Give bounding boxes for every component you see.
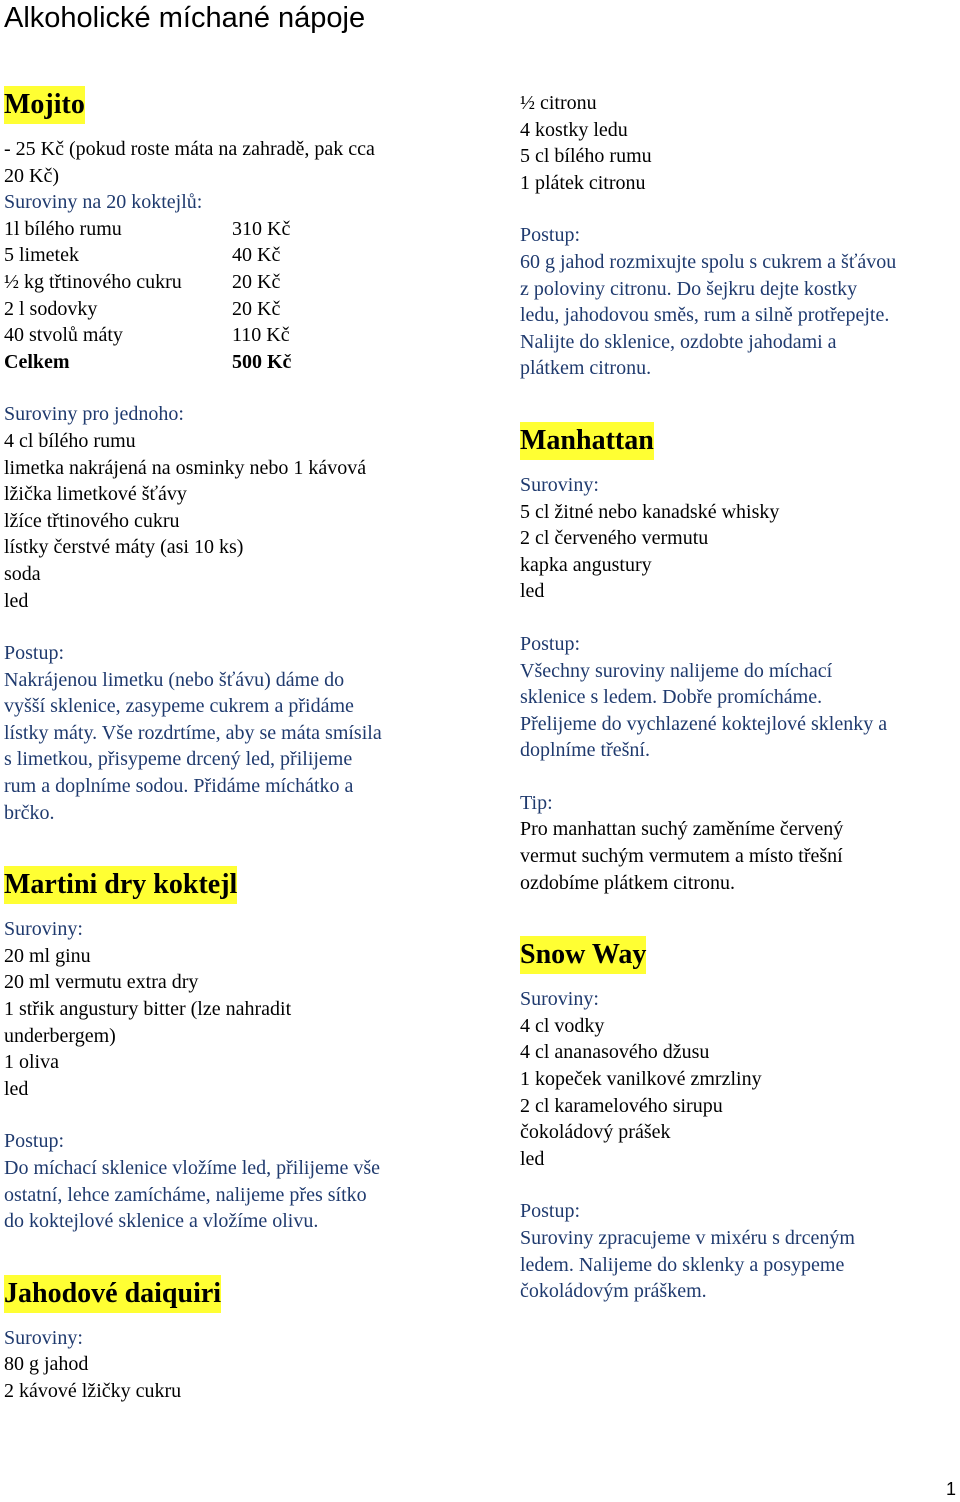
method-line: Do míchací sklenice vložíme led, přilijeme vše	[4, 1157, 380, 1179]
ingredient-line: 4 cl bílého rumu	[4, 429, 136, 452]
price-row	[4, 296, 291, 323]
price-value: 310 Kč	[232, 217, 291, 240]
price-total-value: 500 Kč	[232, 350, 292, 373]
recipe-daiquiri-continued	[520, 90, 960, 382]
method-line: ledem. Nalijeme do sklenky a posypeme	[520, 1253, 845, 1276]
method-line: Nakrájenou limetku (nebo šťávu) dáme do	[4, 668, 345, 691]
page-title: Alkoholické míchané nápoje	[4, 2, 366, 34]
tip-line: ozdobíme plátkem citronu.	[520, 871, 735, 894]
method-line: z poloviny citronu. Do šejkru dejte kostky	[520, 277, 858, 300]
recipe-martini	[4, 866, 464, 1235]
ingredient-line: led	[4, 1077, 29, 1100]
ingredient-line: kapka angustury	[520, 553, 652, 576]
manhattan-method-label: Postup:	[520, 632, 581, 655]
snow-ingredients-label: Suroviny:	[520, 988, 599, 1011]
price-value: 110 Kč	[232, 324, 290, 347]
price-total-label: Celkem	[4, 350, 70, 373]
ingredient-line: lístky čerstvé máty (asi 10 ks)	[4, 536, 244, 559]
tip-line: vermut suchým vermutem a místo třešní	[520, 845, 843, 868]
method-line: ledu, jahodovou směs, rum a silně protřepejte.	[520, 304, 890, 327]
method-line: Přelijeme do vychlazené koktejlové sklenky a	[520, 712, 888, 735]
ingredient-line: 20 ml ginu	[4, 944, 91, 967]
recipe-manhattan	[520, 422, 960, 896]
ingredient-line: led	[4, 589, 29, 612]
price-item: 5 limetek	[4, 244, 79, 267]
ingredient-line: 20 ml vermutu extra dry	[4, 971, 199, 994]
mojito-cost-line: - 25 Kč (pokud roste máta na zahradě, pak cca	[4, 138, 375, 160]
ingredient-line: limetka nakrájená na osminky nebo 1 kávová	[4, 456, 367, 479]
method-line: lístky máty. Vše rozdrtíme, aby se máta smísila	[4, 721, 382, 744]
price-row	[4, 322, 291, 349]
method-line: Suroviny zpracujeme v mixéru s drceným	[520, 1227, 855, 1249]
price-item: ½ kg třtinového cukru	[4, 270, 182, 293]
ingredient-line: lžička limetkové šťávy	[4, 483, 187, 506]
manhattan-tip-label: Tip:	[520, 791, 553, 814]
method-line: ostatní, lehce zamícháme, nalijeme přes sítko	[4, 1183, 367, 1206]
ingredient-line: underbergem)	[4, 1024, 116, 1047]
page-number: 1	[945, 1479, 956, 1499]
mojito-cost-line: 20 Kč)	[4, 164, 59, 187]
mojito-method-label: Postup:	[4, 642, 65, 665]
price-row	[4, 216, 291, 243]
tip-line: Pro manhattan suchý zaměníme červený	[520, 818, 844, 841]
left-column	[4, 86, 464, 1405]
ingredient-line: 5 cl žitné nebo kanadské whisky	[520, 500, 780, 523]
ingredient-line: 4 cl vodky	[520, 1014, 605, 1037]
method-line: brčko.	[4, 801, 55, 824]
ingredient-line: 80 g jahod	[4, 1353, 89, 1376]
price-row	[4, 242, 291, 269]
daiquiri-method-label: Postup:	[520, 224, 581, 247]
method-line: čokoládovým práškem.	[520, 1280, 707, 1303]
method-line: vyšší sklenice, zasypeme cukrem a přidáme	[4, 695, 354, 718]
method-line: doplníme třešní.	[520, 739, 650, 762]
recipe-heading-mojito: Mojito	[4, 86, 85, 124]
recipe-heading-manhattan: Manhattan	[520, 422, 654, 460]
method-line: Všechny suroviny nalijeme do míchací	[520, 659, 833, 682]
recipe-heading-martini: Martini dry koktejl	[4, 866, 237, 904]
ingredient-line: ½ citronu	[520, 92, 597, 114]
ingredient-line: 4 cl ananasového džusu	[520, 1041, 710, 1064]
mojito-single-label: Suroviny pro jednoho:	[4, 403, 184, 426]
price-value: 40 Kč	[232, 244, 281, 267]
daiquiri-ingredients-label: Suroviny:	[4, 1326, 83, 1349]
mojito-bulk-label: Suroviny na 20 koktejlů:	[4, 191, 203, 214]
ingredient-line: 5 cl bílého rumu	[520, 145, 652, 168]
price-value: 20 Kč	[232, 270, 281, 293]
snow-method-label: Postup:	[520, 1200, 581, 1223]
ingredient-line: led	[520, 580, 545, 603]
ingredient-line: 1 střik angustury bitter (lze nahradit	[4, 998, 292, 1021]
recipe-snow-way	[520, 936, 960, 1305]
price-item: 2 l sodovky	[4, 297, 98, 320]
method-line: Nalijte do sklenice, ozdobte jahodami a	[520, 330, 837, 353]
price-item: 40 stvolů máty	[4, 324, 123, 347]
mojito-price-table	[4, 216, 291, 376]
ingredient-line: 2 cl červeného vermutu	[520, 527, 709, 550]
recipe-mojito	[4, 86, 464, 826]
ingredient-line: lžíce třtinového cukru	[4, 509, 180, 532]
recipe-heading-snow-way: Snow Way	[520, 936, 646, 974]
martini-ingredients-label: Suroviny:	[4, 918, 83, 941]
ingredient-line: 4 kostky ledu	[520, 118, 628, 141]
ingredient-line: 1 kopeček vanilkové zmrzliny	[520, 1068, 762, 1091]
right-column	[520, 90, 960, 1305]
method-line: 60 g jahod rozmixujte spolu s cukrem a šťávou	[520, 250, 897, 273]
ingredient-line: 1 oliva	[4, 1051, 59, 1074]
ingredient-line: soda	[4, 562, 41, 585]
method-line: plátkem citronu.	[520, 357, 652, 380]
ingredient-line: čokoládový prášek	[520, 1121, 671, 1144]
price-item: 1l bílého rumu	[4, 217, 122, 240]
method-line: sklenice s ledem. Dobře promícháme.	[520, 686, 823, 709]
price-row	[4, 269, 291, 296]
method-line: rum a doplníme sodou. Přidáme míchátko a	[4, 775, 354, 798]
ingredient-line: 2 cl karamelového sirupu	[520, 1094, 723, 1117]
method-line: do koktejlové sklenice a vložíme olivu.	[4, 1210, 319, 1233]
method-line: s limetkou, přisypeme drcený led, přilijeme	[4, 748, 353, 771]
martini-method-label: Postup:	[4, 1130, 65, 1153]
ingredient-line: 1 plátek citronu	[520, 171, 646, 194]
ingredient-line: led	[520, 1147, 545, 1170]
price-total-row	[4, 349, 291, 376]
recipe-heading-daiquiri: Jahodové daiquiri	[4, 1275, 221, 1313]
manhattan-ingredients-label: Suroviny:	[520, 473, 599, 496]
recipe-daiquiri	[4, 1275, 464, 1405]
price-value: 20 Kč	[232, 297, 281, 320]
ingredient-line: 2 kávové lžičky cukru	[4, 1379, 182, 1402]
